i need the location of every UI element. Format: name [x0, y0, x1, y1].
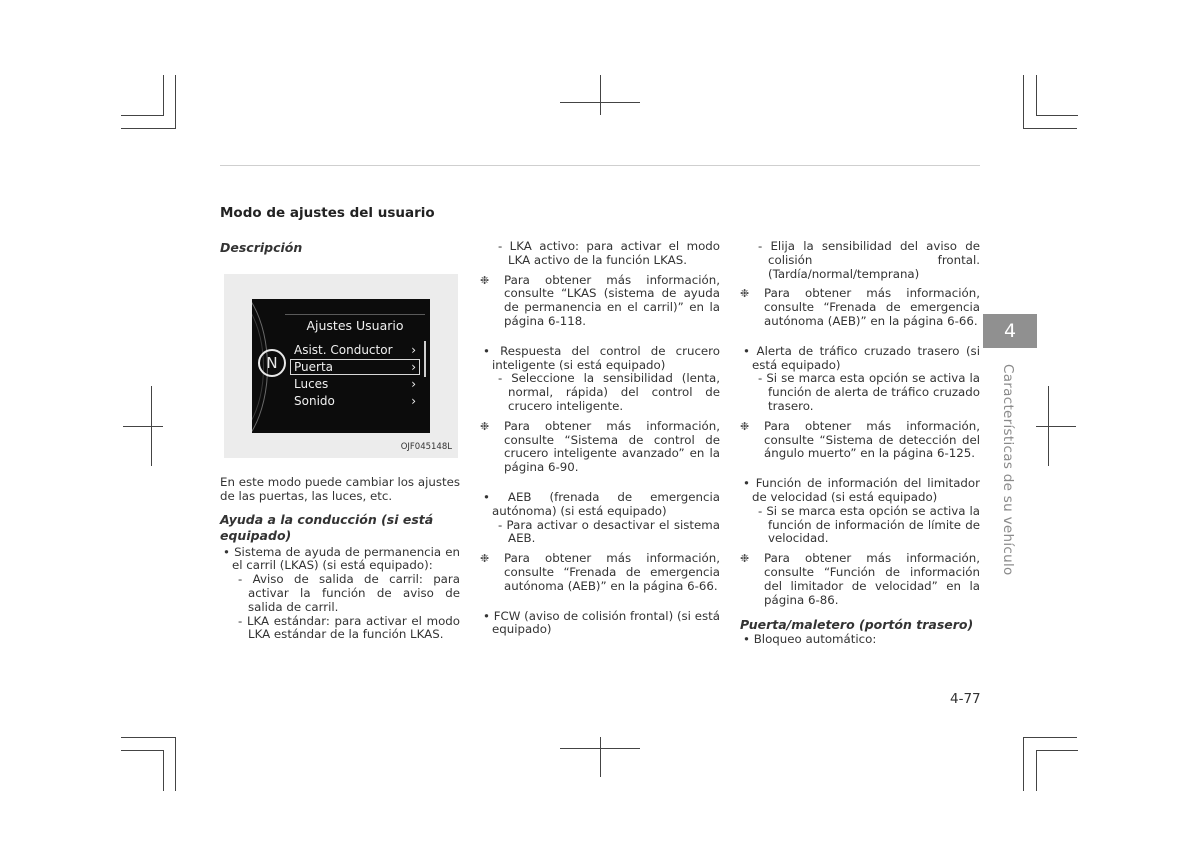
- chevron-right-icon: ›: [411, 394, 416, 408]
- crop-mark: [163, 750, 164, 791]
- note-rcta: ❉ Para obtener más información, consulte “Sistema de detección del ángulo muerto” en la página 6-125.: [740, 420, 980, 461]
- dash-rcta: - Si se marca esta opción se activa la función de alerta de tráfico cruzado trasero.: [740, 372, 980, 413]
- bullet-bloqueo: • Bloqueo automático:: [740, 633, 980, 647]
- registration-mark: [600, 737, 601, 777]
- dash-fcw-sensibilidad: - Elija la sensibilidad del aviso de colisión frontal. (Tardía/normal/temprana): [740, 240, 980, 281]
- note-limitador: ❉ Para obtener más información, consulte “Función de información del limitador de velocidad” en la página 6-86.: [740, 552, 980, 607]
- registration-mark: [123, 426, 163, 427]
- crop-mark: [121, 128, 175, 129]
- crop-mark: [175, 75, 176, 129]
- puerta-heading: Puerta/maletero (portón trasero): [740, 617, 974, 633]
- registration-mark: [1048, 386, 1049, 466]
- bullet-aeb: • AEB (frenada de emergencia autónoma) (si está equipado): [480, 491, 720, 519]
- crop-mark: [121, 115, 163, 116]
- header-rule: [220, 165, 980, 166]
- dash-sensibilidad: - Seleccione la sensibilidad (lenta, normal, rápida) del control de crucero inteligente.: [480, 372, 720, 413]
- gear-n-badge: N: [258, 349, 286, 377]
- crop-mark: [1036, 75, 1037, 116]
- menu-item-sonido: [290, 393, 420, 409]
- bullet-rcta: • Alerta de tráfico cruzado trasero (si está equipado): [740, 345, 980, 373]
- crop-mark: [1023, 737, 1077, 738]
- chapter-tab: 4: [983, 314, 1037, 348]
- note-crucero: ❉ Para obtener más información, consulte “Sistema de control de crucero inteligente avanzado” en la página 6-90.: [480, 420, 720, 475]
- crop-mark: [1023, 128, 1077, 129]
- chevron-right-icon: ›: [411, 343, 416, 357]
- dash-lka-activo: - LKA activo: para activar el modo LKA activo de la función LKAS.: [480, 240, 720, 268]
- menu-item-puerta: [290, 359, 420, 375]
- column-1-text: [220, 476, 460, 642]
- ayuda-heading: Ayuda a la conducción (si está equipado): [220, 511, 434, 543]
- dash-aviso-salida: - Aviso de salida de carril: para activar la función de aviso de salida de carril.: [220, 573, 460, 614]
- bullet-crucero: • Respuesta del control de crucero inteligente (si está equipado): [480, 345, 720, 373]
- crop-mark: [163, 75, 164, 116]
- crop-mark: [1036, 750, 1078, 751]
- registration-mark: [151, 386, 152, 466]
- column-3-text: [740, 240, 980, 647]
- menu-item-asist-conductor: [290, 342, 420, 358]
- descripcion-heading: Descripción: [220, 240, 303, 255]
- chevron-right-icon: ›: [411, 360, 416, 374]
- dash-aeb: - Para activar o desactivar el sistema AEB.: [480, 519, 720, 547]
- figure-code: OJF045148L: [400, 442, 452, 452]
- note-lkas: ❉ Para obtener más información, consulte “LKAS (sistema de ayuda de permanencia en el carril)” en la página 6-118.: [480, 274, 720, 329]
- crop-mark: [1036, 750, 1037, 791]
- crop-mark: [1023, 75, 1024, 129]
- screen-title: Ajustes Usuario: [306, 318, 404, 333]
- screen-title-rule: [285, 314, 425, 315]
- chapter-side-title: [1000, 364, 1020, 576]
- dash-limitador: - Si se marca esta opción se activa la función de información de límite de velocidad.: [740, 505, 980, 546]
- dash-lka-estandar: - LKA estándar: para activar el modo LKA estándar de la función LKAS.: [220, 615, 460, 643]
- bullet-limitador: • Función de información del limitador de velocidad (si está equipado): [740, 477, 980, 505]
- crop-mark: [121, 737, 175, 738]
- crop-mark: [121, 750, 163, 751]
- bullet-lkas: • Sistema de ayuda de permanencia en el carril (LKAS) (si está equipado):: [220, 546, 460, 574]
- menu-item-label: Asist. Conductor: [294, 343, 393, 357]
- section-title: Modo de ajustes del usuario: [220, 205, 435, 221]
- crop-mark: [1036, 115, 1078, 116]
- note-aeb: ❉ Para obtener más información, consulte “Frenada de emergencia autónoma (AEB)” en la página 6-66.: [480, 552, 720, 593]
- note-fcw: ❉ Para obtener más información, consulte “Frenada de emergencia autónoma (AEB)” en la página 6-66.: [740, 287, 980, 328]
- bullet-fcw: • FCW (aviso de colisión frontal) (si está equipado): [480, 610, 720, 638]
- chevron-right-icon: ›: [411, 377, 416, 391]
- registration-mark: [1036, 426, 1076, 427]
- menu-item-label: Luces: [294, 377, 329, 391]
- column-2-text: [480, 240, 720, 637]
- chapter-title-text: Características de su vehículo: [1000, 364, 1016, 576]
- page-number: 4-77: [950, 691, 981, 707]
- registration-mark: [600, 75, 601, 115]
- screen-scrollbar: [424, 341, 426, 377]
- crop-mark: [1023, 737, 1024, 791]
- cluster-screen: [252, 299, 430, 433]
- menu-item-label: Sonido: [294, 394, 335, 408]
- menu-item-luces: [290, 376, 420, 392]
- crop-mark: [175, 737, 176, 791]
- intro-paragraph: En este modo puede cambiar los ajustes de las puertas, las luces, etc.: [220, 475, 460, 503]
- menu-item-label: Puerta: [294, 360, 334, 374]
- figure-cluster-display: [224, 274, 458, 458]
